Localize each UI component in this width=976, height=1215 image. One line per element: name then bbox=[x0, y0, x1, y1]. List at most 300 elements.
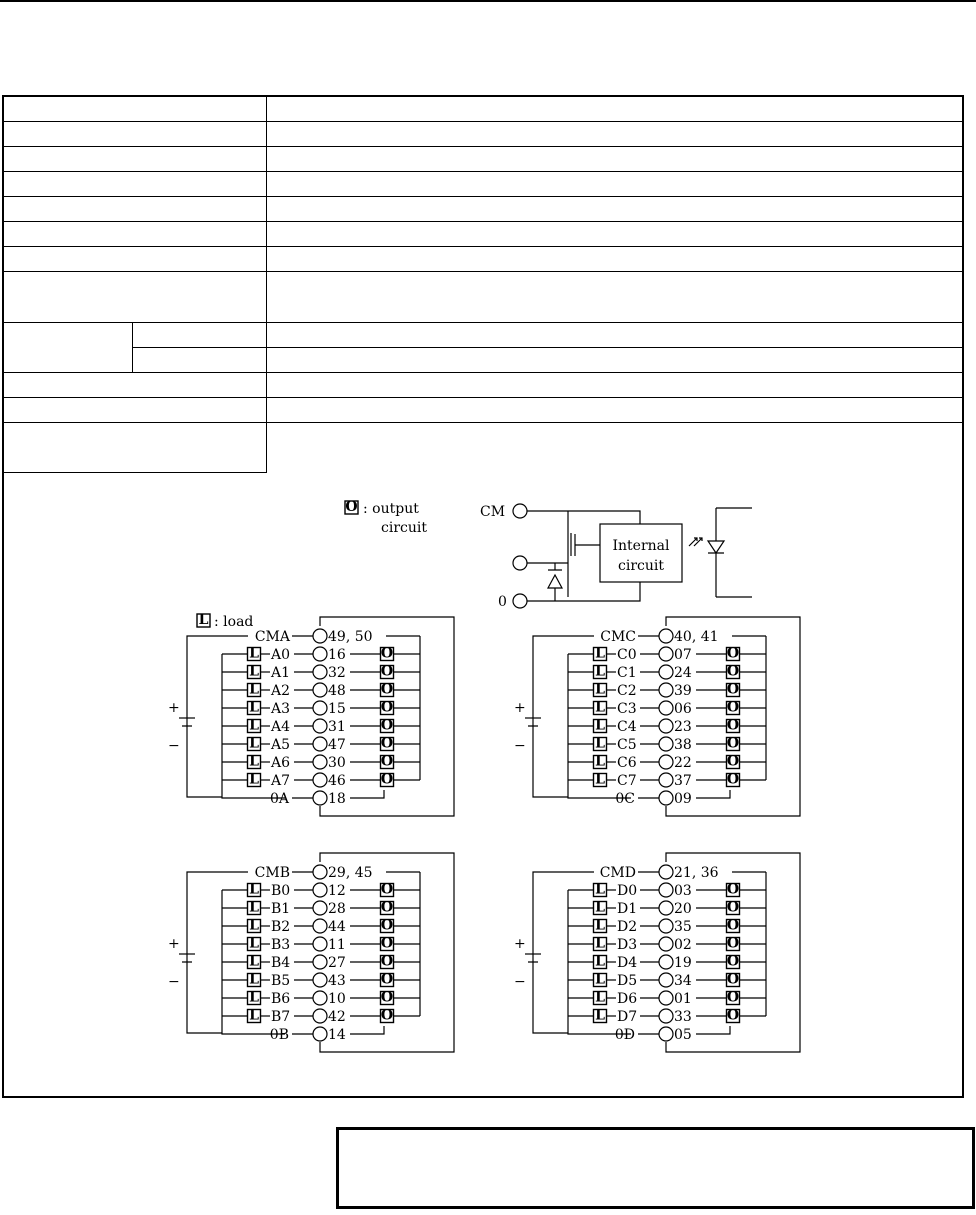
pin-terminal bbox=[313, 919, 327, 933]
svg-text:L: L bbox=[595, 771, 605, 788]
supply-line bbox=[533, 732, 568, 797]
svg-text:O: O bbox=[380, 899, 394, 916]
svg-text:O: O bbox=[380, 735, 394, 752]
pin-terminal bbox=[659, 937, 673, 951]
output-icon bbox=[727, 900, 740, 916]
signal-label: C1 bbox=[617, 665, 637, 681]
svg-text:L: L bbox=[249, 1007, 259, 1024]
pin-number: 02 bbox=[674, 937, 692, 953]
output-legend-text: : output bbox=[363, 501, 419, 517]
svg-text:L: L bbox=[595, 663, 605, 680]
signal-label: C2 bbox=[617, 683, 637, 699]
svg-text:L: L bbox=[249, 771, 259, 788]
pin-number: 32 bbox=[328, 665, 346, 681]
common-terminal bbox=[313, 629, 327, 643]
svg-text:L: L bbox=[249, 717, 259, 734]
load-icon bbox=[594, 682, 607, 698]
output-icon bbox=[381, 972, 394, 988]
output-group-wiring bbox=[168, 617, 800, 1052]
supply-line bbox=[187, 636, 248, 718]
svg-text:O: O bbox=[726, 753, 740, 770]
load-icon bbox=[248, 754, 261, 770]
battery-plate bbox=[182, 718, 192, 732]
signal-label: C7 bbox=[617, 773, 637, 789]
signal-label: B1 bbox=[271, 901, 291, 917]
zero-line bbox=[527, 582, 640, 601]
output-icon bbox=[381, 700, 394, 716]
svg-text:L: L bbox=[249, 917, 259, 934]
plus-sign: + bbox=[168, 700, 180, 716]
svg-text:L: L bbox=[595, 989, 605, 1006]
signal-label: A5 bbox=[271, 737, 291, 753]
zero-terminal bbox=[659, 1027, 673, 1041]
zero-pin: 09 bbox=[674, 791, 692, 807]
pin-terminal bbox=[659, 701, 673, 715]
pin-terminal bbox=[659, 991, 673, 1005]
load-icon bbox=[248, 736, 261, 752]
svg-text:O: O bbox=[380, 881, 394, 898]
svg-text:L: L bbox=[249, 735, 259, 752]
signal-label: A7 bbox=[271, 773, 291, 789]
svg-text:O: O bbox=[380, 753, 394, 770]
signal-label: B7 bbox=[271, 1009, 291, 1025]
svg-text:O: O bbox=[345, 499, 358, 515]
signal-label: C5 bbox=[617, 737, 637, 753]
svg-text:O: O bbox=[726, 681, 740, 698]
svg-text:O: O bbox=[726, 771, 740, 788]
output-icon bbox=[381, 646, 394, 662]
svg-text:L: L bbox=[249, 935, 259, 952]
cm-line bbox=[527, 511, 640, 524]
pin-terminal bbox=[659, 901, 673, 915]
svg-text:L: L bbox=[249, 953, 259, 970]
load-icon bbox=[248, 918, 261, 934]
pin-number: 27 bbox=[328, 955, 346, 971]
load-icon bbox=[594, 882, 607, 898]
diode-icon bbox=[548, 563, 562, 601]
pin-number: 37 bbox=[674, 773, 692, 789]
common-terminal bbox=[659, 865, 673, 879]
svg-text:O: O bbox=[380, 681, 394, 698]
svg-text:O: O bbox=[726, 953, 740, 970]
pin-number: 30 bbox=[328, 755, 346, 771]
svg-text:L: L bbox=[595, 753, 605, 770]
load-icon bbox=[594, 754, 607, 770]
signal-label: A6 bbox=[271, 755, 291, 771]
output-circuit-legend bbox=[345, 499, 427, 536]
svg-text:O: O bbox=[726, 717, 740, 734]
pin-terminal bbox=[659, 883, 673, 897]
plus-sign: + bbox=[168, 936, 180, 952]
svg-text:L: L bbox=[249, 881, 259, 898]
zero-wire bbox=[350, 1026, 384, 1034]
svg-text:O: O bbox=[380, 645, 394, 662]
signal-label: B0 bbox=[271, 883, 291, 899]
common-label: CMB bbox=[254, 865, 290, 881]
zero-terminal bbox=[659, 791, 673, 805]
output-icon bbox=[381, 918, 394, 934]
signal-label: A0 bbox=[271, 647, 291, 663]
supply-line bbox=[533, 872, 594, 954]
zero-wire bbox=[350, 790, 384, 798]
pin-terminal bbox=[659, 773, 673, 787]
pin-number: 46 bbox=[328, 773, 346, 789]
svg-text:O: O bbox=[380, 917, 394, 934]
internal-circuit-label-2: circuit bbox=[618, 558, 664, 574]
svg-text:L: L bbox=[595, 899, 605, 916]
pin-terminal bbox=[659, 719, 673, 733]
output-icon bbox=[727, 954, 740, 970]
signal-label: D7 bbox=[617, 1009, 638, 1025]
load-icon bbox=[248, 954, 261, 970]
load-symbol-icon bbox=[197, 612, 210, 628]
signal-label: C6 bbox=[617, 755, 637, 771]
minus-sign: − bbox=[168, 738, 180, 754]
svg-text:O: O bbox=[726, 1007, 740, 1024]
svg-text:L: L bbox=[595, 735, 605, 752]
group-cmd bbox=[514, 853, 800, 1052]
pin-number: 19 bbox=[674, 955, 692, 971]
pin-number: 03 bbox=[674, 883, 692, 899]
led-icon bbox=[708, 508, 752, 597]
load-icon bbox=[248, 990, 261, 1006]
common-terminal bbox=[313, 865, 327, 879]
pin-terminal bbox=[313, 973, 327, 987]
output-icon bbox=[727, 936, 740, 952]
signal-label: B6 bbox=[271, 991, 291, 1007]
pin-terminal bbox=[313, 719, 327, 733]
pin-terminal bbox=[659, 683, 673, 697]
output-icon bbox=[727, 736, 740, 752]
output-icon bbox=[381, 736, 394, 752]
svg-text:L: L bbox=[595, 717, 605, 734]
output-icon bbox=[381, 936, 394, 952]
signal-label: A4 bbox=[271, 719, 291, 735]
pin-number: 39 bbox=[674, 683, 692, 699]
supply-line bbox=[533, 968, 568, 1033]
svg-text:O: O bbox=[726, 917, 740, 934]
load-icon bbox=[248, 718, 261, 734]
pin-number: 35 bbox=[674, 919, 692, 935]
svg-text:L: L bbox=[249, 699, 259, 716]
output-icon bbox=[727, 918, 740, 934]
pin-terminal bbox=[659, 665, 673, 679]
zero-label: 0B bbox=[269, 1027, 289, 1043]
pin-terminal bbox=[659, 973, 673, 987]
svg-text:L: L bbox=[595, 699, 605, 716]
group-cmb bbox=[168, 853, 454, 1052]
zero-label: 0A bbox=[269, 791, 289, 807]
zero-pin: 14 bbox=[328, 1027, 346, 1043]
output-icon bbox=[727, 882, 740, 898]
plus-sign: + bbox=[514, 936, 526, 952]
output-icon bbox=[727, 754, 740, 770]
svg-text:O: O bbox=[380, 699, 394, 716]
common-label: CMC bbox=[600, 629, 636, 645]
pin-number: 10 bbox=[328, 991, 346, 1007]
signal-label: B5 bbox=[271, 973, 291, 989]
pin-terminal bbox=[659, 919, 673, 933]
note-box bbox=[336, 1127, 975, 1209]
zero-label: 0C bbox=[615, 791, 635, 807]
common-label: CMD bbox=[599, 865, 636, 881]
zero-pin: 05 bbox=[674, 1027, 692, 1043]
common-label: CMA bbox=[254, 629, 290, 645]
pin-terminal bbox=[313, 991, 327, 1005]
load-icon bbox=[594, 900, 607, 916]
pin-terminal bbox=[659, 755, 673, 769]
svg-text:O: O bbox=[380, 953, 394, 970]
output-icon bbox=[381, 772, 394, 788]
zero-terminal bbox=[313, 791, 327, 805]
svg-text:O: O bbox=[726, 645, 740, 662]
load-icon bbox=[594, 646, 607, 662]
supply-line bbox=[187, 732, 222, 797]
load-icon bbox=[594, 954, 607, 970]
pin-terminal bbox=[659, 647, 673, 661]
pin-terminal bbox=[313, 937, 327, 951]
svg-text:O: O bbox=[726, 881, 740, 898]
pin-number: 07 bbox=[674, 647, 692, 663]
pin-number: 47 bbox=[328, 737, 346, 753]
signal-label: D0 bbox=[617, 883, 638, 899]
minus-sign: − bbox=[514, 738, 526, 754]
load-legend-text: : load bbox=[214, 614, 254, 630]
common-pins: 29, 45 bbox=[328, 865, 373, 881]
svg-text:O: O bbox=[380, 717, 394, 734]
signal-label: D2 bbox=[617, 919, 638, 935]
pin-terminal bbox=[313, 665, 327, 679]
svg-text:O: O bbox=[380, 935, 394, 952]
battery-plate bbox=[182, 954, 192, 968]
load-icon bbox=[594, 736, 607, 752]
plus-sign: + bbox=[514, 700, 526, 716]
common-terminal bbox=[659, 629, 673, 643]
pin-terminal bbox=[313, 701, 327, 715]
signal-label: C3 bbox=[617, 701, 637, 717]
pin-number: 44 bbox=[328, 919, 346, 935]
svg-text:L: L bbox=[249, 681, 259, 698]
load-icon bbox=[594, 972, 607, 988]
signal-label: B4 bbox=[271, 955, 291, 971]
svg-text:O: O bbox=[726, 935, 740, 952]
pin-terminal bbox=[313, 901, 327, 915]
output-icon bbox=[727, 1008, 740, 1024]
battery-plate bbox=[528, 718, 538, 732]
svg-text:L: L bbox=[595, 1007, 605, 1024]
load-legend bbox=[197, 612, 253, 630]
pin-number: 22 bbox=[674, 755, 692, 771]
pin-terminal bbox=[659, 737, 673, 751]
pin-number: 31 bbox=[328, 719, 346, 735]
svg-text:L: L bbox=[249, 753, 259, 770]
output-legend-text-2: circuit bbox=[381, 520, 427, 536]
group-cma bbox=[168, 617, 454, 816]
svg-text:L: L bbox=[249, 645, 259, 662]
output-icon bbox=[727, 646, 740, 662]
load-icon bbox=[594, 990, 607, 1006]
output-icon bbox=[381, 718, 394, 734]
pin-terminal bbox=[313, 883, 327, 897]
pin-number: 43 bbox=[328, 973, 346, 989]
signal-label: D4 bbox=[617, 955, 638, 971]
pin-terminal bbox=[313, 755, 327, 769]
output-icon bbox=[381, 954, 394, 970]
svg-text:O: O bbox=[380, 771, 394, 788]
pin-number: 16 bbox=[328, 647, 346, 663]
signal-label: B2 bbox=[271, 919, 291, 935]
svg-text:L: L bbox=[595, 953, 605, 970]
load-icon bbox=[248, 900, 261, 916]
pin-number: 20 bbox=[674, 901, 692, 917]
pin-terminal bbox=[313, 683, 327, 697]
output-icon bbox=[727, 664, 740, 680]
svg-text:L: L bbox=[595, 971, 605, 988]
svg-text:L: L bbox=[249, 899, 259, 916]
pin-number: 38 bbox=[674, 737, 692, 753]
signal-label: C0 bbox=[617, 647, 637, 663]
load-icon bbox=[594, 772, 607, 788]
load-icon bbox=[248, 936, 261, 952]
svg-text:L: L bbox=[595, 917, 605, 934]
load-icon bbox=[248, 772, 261, 788]
signal-label: D1 bbox=[617, 901, 638, 917]
output-icon bbox=[381, 682, 394, 698]
equivalent-output-circuit bbox=[480, 504, 752, 610]
output-icon bbox=[381, 882, 394, 898]
output-icon bbox=[727, 718, 740, 734]
pin-terminal bbox=[313, 955, 327, 969]
output-icon bbox=[381, 1008, 394, 1024]
load-icon bbox=[248, 664, 261, 680]
svg-text:O: O bbox=[726, 971, 740, 988]
cm-terminal bbox=[513, 504, 527, 518]
svg-text:L: L bbox=[249, 971, 259, 988]
signal-label: A1 bbox=[271, 665, 291, 681]
load-icon bbox=[594, 918, 607, 934]
zero-pin: 18 bbox=[328, 791, 346, 807]
zero-terminal bbox=[513, 594, 527, 608]
pin-number: 42 bbox=[328, 1009, 346, 1025]
svg-text:O: O bbox=[380, 1007, 394, 1024]
internal-circuit-label: Internal bbox=[612, 538, 670, 554]
signal-label: D6 bbox=[617, 991, 638, 1007]
load-icon bbox=[248, 1008, 261, 1024]
signal-label: A2 bbox=[271, 683, 291, 699]
pin-number: 34 bbox=[674, 973, 692, 989]
pin-number: 23 bbox=[674, 719, 692, 735]
pin-number: 28 bbox=[328, 901, 346, 917]
load-icon bbox=[594, 700, 607, 716]
load-icon bbox=[594, 664, 607, 680]
minus-sign: − bbox=[168, 974, 180, 990]
svg-text:O: O bbox=[380, 989, 394, 1006]
pin-number: 12 bbox=[328, 883, 346, 899]
pin-number: 15 bbox=[328, 701, 346, 717]
supply-line bbox=[187, 968, 222, 1033]
output-icon bbox=[381, 754, 394, 770]
common-pins: 49, 50 bbox=[328, 629, 373, 645]
zero-terminal-label: 0 bbox=[498, 594, 507, 610]
signal-label: C4 bbox=[617, 719, 637, 735]
load-icon bbox=[594, 936, 607, 952]
svg-text:L: L bbox=[595, 681, 605, 698]
zero-wire bbox=[696, 790, 730, 798]
output-terminal bbox=[513, 556, 527, 570]
svg-text:O: O bbox=[726, 989, 740, 1006]
output-icon bbox=[727, 682, 740, 698]
svg-text:O: O bbox=[726, 663, 740, 680]
load-icon bbox=[248, 700, 261, 716]
output-icon bbox=[727, 990, 740, 1006]
minus-sign: − bbox=[514, 974, 526, 990]
output-icon bbox=[727, 772, 740, 788]
output-symbol-icon bbox=[345, 499, 358, 515]
svg-text:L: L bbox=[595, 881, 605, 898]
pin-number: 06 bbox=[674, 701, 692, 717]
output-icon bbox=[381, 900, 394, 916]
svg-text:L: L bbox=[595, 935, 605, 952]
signal-label: B3 bbox=[271, 937, 291, 953]
svg-text:L: L bbox=[249, 989, 259, 1006]
signal-label: D5 bbox=[617, 973, 638, 989]
pin-terminal bbox=[313, 647, 327, 661]
svg-text:O: O bbox=[726, 735, 740, 752]
signal-label: A3 bbox=[271, 701, 291, 717]
zero-terminal bbox=[313, 1027, 327, 1041]
pin-number: 01 bbox=[674, 991, 692, 1007]
svg-text:L: L bbox=[595, 645, 605, 662]
common-pins: 21, 36 bbox=[674, 865, 719, 881]
common-pins: 40, 41 bbox=[674, 629, 719, 645]
pin-number: 24 bbox=[674, 665, 692, 681]
group-cmc bbox=[514, 617, 800, 816]
pin-terminal bbox=[313, 1009, 327, 1023]
pin-terminal bbox=[313, 737, 327, 751]
output-icon bbox=[727, 700, 740, 716]
pin-number: 11 bbox=[328, 937, 346, 953]
photocoupler-arrows-icon bbox=[689, 538, 702, 546]
load-icon bbox=[248, 882, 261, 898]
pin-number: 48 bbox=[328, 683, 346, 699]
signal-label: D3 bbox=[617, 937, 638, 953]
output-icon bbox=[727, 972, 740, 988]
load-icon bbox=[594, 718, 607, 734]
svg-text:O: O bbox=[380, 663, 394, 680]
zero-label: 0D bbox=[614, 1027, 635, 1043]
load-icon bbox=[594, 1008, 607, 1024]
transistor-icon bbox=[571, 533, 600, 556]
svg-text:O: O bbox=[380, 971, 394, 988]
zero-wire bbox=[696, 1026, 730, 1034]
supply-line bbox=[187, 872, 248, 954]
cm-terminal-label: CM bbox=[480, 504, 506, 520]
battery-plate bbox=[528, 954, 538, 968]
pin-number: 33 bbox=[674, 1009, 692, 1025]
pin-terminal bbox=[659, 1009, 673, 1023]
svg-text:L: L bbox=[249, 663, 259, 680]
svg-text:L: L bbox=[198, 612, 209, 628]
output-icon bbox=[381, 990, 394, 1006]
supply-line bbox=[533, 636, 594, 718]
load-icon bbox=[248, 972, 261, 988]
load-icon bbox=[248, 682, 261, 698]
svg-text:O: O bbox=[726, 899, 740, 916]
pin-terminal bbox=[313, 773, 327, 787]
load-icon bbox=[248, 646, 261, 662]
output-icon bbox=[381, 664, 394, 680]
pin-terminal bbox=[659, 955, 673, 969]
